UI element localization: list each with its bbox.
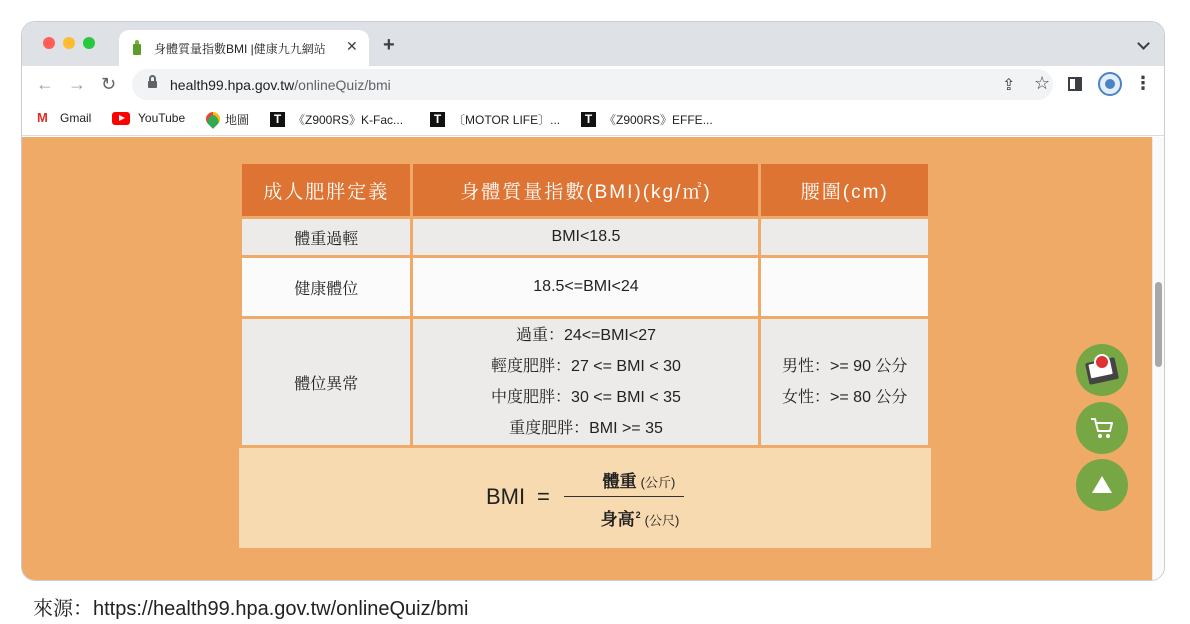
arrow-up-icon [1092,476,1112,493]
category-cell: 體重過輕 [242,219,410,255]
bookmark-motor-life[interactable] [430,111,560,128]
waist-line: 女性：>= 80 公分 [782,389,908,406]
active-tab[interactable] [119,30,369,66]
chevron-down-icon[interactable] [1137,37,1150,50]
close-window-button[interactable] [43,37,55,49]
profile-avatar-icon[interactable] [1098,72,1122,96]
maximize-window-button[interactable] [83,37,95,49]
bmi-range-cell: BMI<18.5 [413,219,758,255]
gmail-icon [36,112,52,124]
waist-cell [761,258,928,316]
formula-equals: = [537,484,550,509]
t-logo-icon: T [430,112,445,127]
share-icon[interactable]: ⇪ [1002,77,1016,94]
bmi-range-cell: 18.5<=BMI<24 [413,258,758,316]
reload-icon[interactable]: ↻ [101,74,117,94]
bookmark-label: Gmail [60,111,92,125]
bookmark-maps[interactable] [206,111,249,128]
table-header-cell: 腰圍(cm) [761,164,928,216]
table-row [242,219,928,255]
url-text[interactable] [170,77,391,93]
url-host: health99.hpa.gov.tw [170,77,295,93]
kebab-menu-icon[interactable]: ⋮ [1134,73,1152,93]
table-row [242,258,928,316]
tab-close-icon[interactable]: ✕ [346,38,358,54]
bookmark-label: YouTube [138,111,186,125]
bookmark-label: 地圖 [225,113,250,127]
youtube-icon [112,112,130,125]
waist-cell [761,319,928,445]
bmi-range-line: 輕度肥胖：27 <= BMI < 30 [491,358,681,375]
bookmark-z900rs-kfac[interactable] [270,111,403,128]
bookmark-star-icon[interactable]: ☆ [1034,73,1051,93]
bmi-definition-table [239,161,931,448]
cart-icon [1089,415,1115,441]
category-cell: 體位異常 [242,319,410,445]
forward-arrow-icon[interactable]: → [68,74,86,94]
tab-title: 身體質量指數BMI |健康九九網站 [154,42,326,56]
bmi-range-line: 中度肥胖：30 <= BMI < 35 [491,389,681,406]
source-caption: 來源：https://health99.hpa.gov.tw/onlineQuiz/bmi [33,598,469,620]
bookmark-label: 《Z900RS》EFFE... [604,113,713,127]
address-bar[interactable] [132,69,1053,100]
formula-denominator [575,505,705,530]
bookmark-label: 《Z900RS》K-Fac... [293,113,404,127]
denominator-text: 身高 [600,510,635,529]
browser-toolbar [22,66,1164,103]
bmi-formula [239,448,931,548]
fraction-line [564,496,684,497]
numerator-unit: (公斤) [640,475,676,490]
t-logo-icon: T [581,112,596,127]
formula-numerator [579,467,699,492]
health-book-button[interactable] [1076,344,1128,396]
bookmark-z900rs-effe[interactable] [581,111,713,128]
back-arrow-icon[interactable]: ← [36,74,54,94]
site-favicon-icon [133,40,141,55]
bookmark-label: 〔MOTOR LIFE〕... [453,113,561,127]
no-smoking-icon [1094,354,1110,370]
tab-strip [22,22,1164,66]
lock-icon[interactable] [148,79,157,89]
table-row [242,319,928,445]
page-content [22,137,1152,581]
url-path: /onlineQuiz/bmi [294,77,391,93]
side-panel-icon[interactable] [1068,77,1082,91]
scrollbar-thumb[interactable] [1155,282,1162,367]
table-header-row [242,164,928,216]
map-pin-icon [206,112,217,127]
formula-label: BMI [486,484,526,509]
denominator-exponent: 2 [635,510,641,521]
bmi-range-line: 過重：24<=BMI<27 [515,327,657,344]
category-cell: 健康體位 [242,258,410,316]
bmi-range-cell [413,319,758,445]
bookmarks-bar [22,103,1164,136]
scroll-to-top-button[interactable] [1076,459,1128,511]
table-header-cell: 身體質量指數(BMI)(kg/㎡) [413,164,758,216]
numerator-text: 體重 [602,472,637,491]
bmi-range-line: 重度肥胖：BMI >= 35 [509,420,663,437]
waist-cell [761,219,928,255]
bookmark-youtube[interactable] [112,111,185,125]
browser-window [21,21,1165,581]
new-tab-button[interactable]: + [383,34,395,56]
denominator-unit: (公尺) [644,513,680,528]
t-logo-icon: T [270,112,285,127]
table-header-cell: 成人肥胖定義 [242,164,410,216]
waist-line: 男性：>= 90 公分 [782,358,908,375]
minimize-window-button[interactable] [63,37,75,49]
cart-button[interactable] [1076,402,1128,454]
bookmark-gmail[interactable] [36,111,91,125]
